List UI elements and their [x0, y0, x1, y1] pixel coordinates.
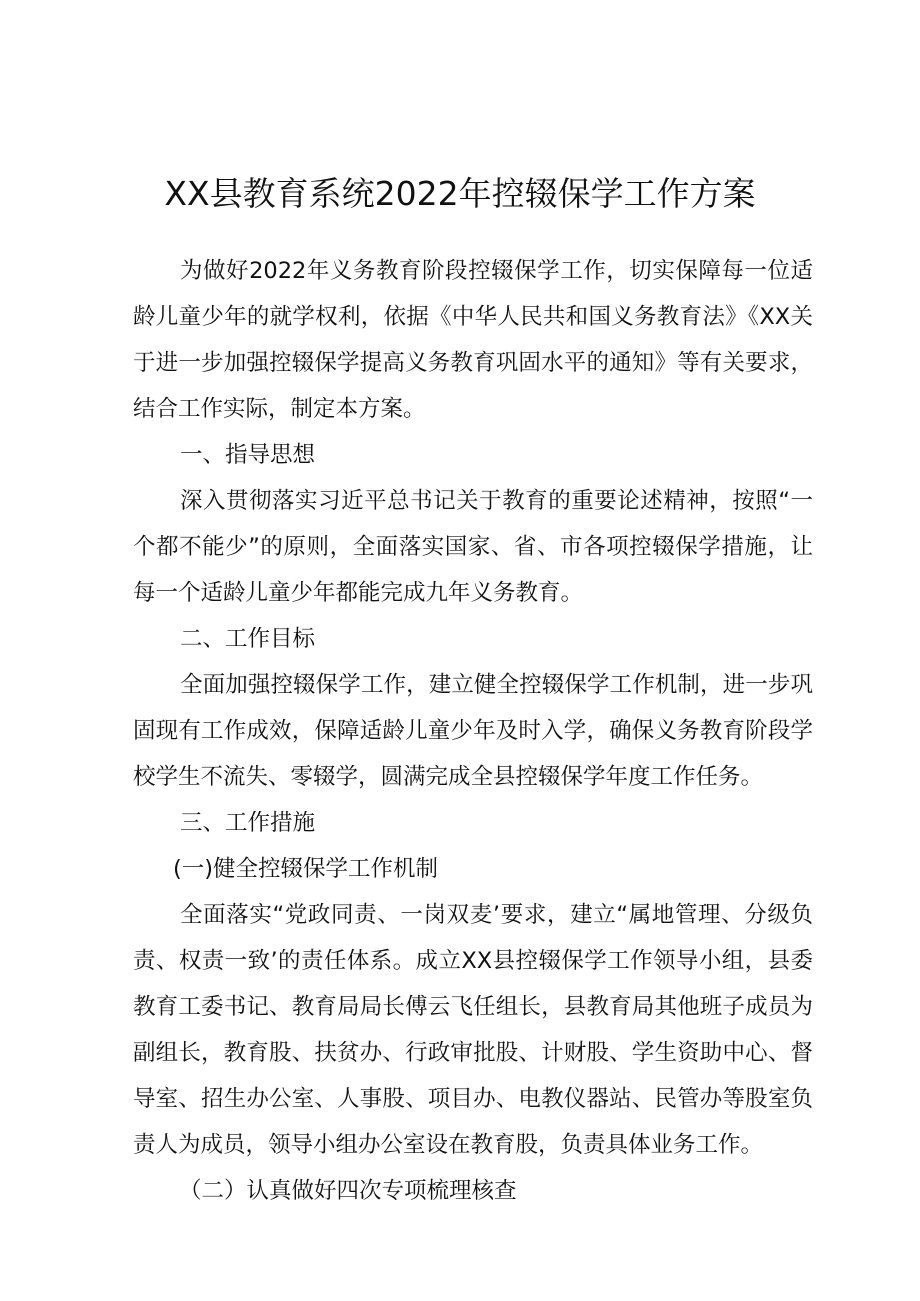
mechanism-paragraph: 全面落实“党政同责、一岗双麦’要求，建立“属地管理、分级负责、权责一致’的责任体系。成立XX县控辍保学工作领导小组，县委教育工委书记、教育局局长傅云飞任组长，县教育局其他班子成员为副组长，教育股、扶贫办、行政审批股、计财股、学生资助中心、督导室、招生办公室、人事股、项目办、电教仪器站、民管办等股室负责人为成员，领导小组办公室设在教育股，负责具体业务工作。: [133, 902, 813, 1158]
subsection-heading-verification: （二）认真做好四次专项梳理核查: [179, 1178, 517, 1204]
section-heading-work-goals: 二、工作目标: [180, 626, 316, 652]
section-heading-guiding-ideology: 一、指导思想: [180, 442, 316, 468]
document-title: XX县教育系统2022年控辍保学工作方案: [164, 174, 756, 213]
intro-paragraph: 为做好2022年义务教育阶段控辍保学工作，切实保障每一位适龄儿童少年的就学权利，依据《中华人民共和国义务教育法》《XX关于进一步加强控辍保学提高义务教育巩固水平的通知》等有关要求，结合工作实际，制定本方案。: [133, 258, 813, 422]
work-goals-paragraph: 全面加强控辍保学工作，建立健全控辍保学工作机制，进一步巩固现有工作成效，保障适龄儿童少年及时入学，确保义务教育阶段学校学生不流失、零辍学，圆满完成全县控辍保学年度工作任务。: [133, 672, 813, 790]
section-heading-work-measures: 三、工作措施: [180, 810, 316, 836]
document-body: [133, 248, 813, 1214]
guiding-ideology-paragraph: 深入贯彻落实习近平总书记关于教育的重要论述精神，按照“一个都不能少”的原则，全面落实国家、省、市各项控辍保学措施，让每一个适龄儿童少年都能完成九年义务教育。: [133, 488, 813, 606]
subsection-heading-mechanism: (一)健全控辍保学工作机制: [173, 856, 439, 882]
